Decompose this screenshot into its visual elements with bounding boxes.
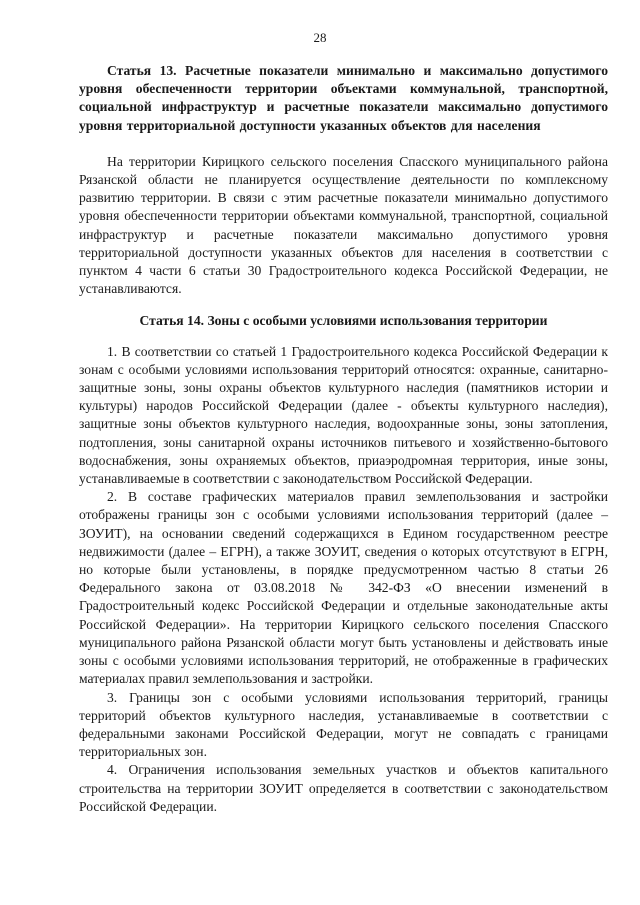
page-number: 28 bbox=[313, 30, 327, 45]
article-14-paragraph-1: 1. В соответствии со статьей 1 Градостроительного кодекса Российской Федерации к зонам с особыми условиями использования территорий относятся: охранные, санитарно-защитные зоны, зоны охраны объектов культурного наследия (памятников истории и культуры) народов Российской Федерации (далее - объекты культурного наследия), защитные зоны объектов культурного наследия, водоохранные зоны, зоны затопления, подтопления, зоны санитарной охраны источников питьевого и хозяйственно-бытового водоснабжения, зоны охраняемых объектов, приаэродромная территория, иные зоны, устанавливаемые в соответствии с законодательством Российской Федерации. bbox=[79, 343, 608, 487]
article-14-paragraph-3: 3. Границы зон с особыми условиями использования территорий, границы территорий объектов культурного наследия, устанавливаемые в соответствии с федеральными законами Российской Федерации, могут не совпадать с границами территориальных зон. bbox=[79, 689, 608, 760]
article-14-paragraph-4: 4. Ограничения использования земельных участков и объектов капитального строительства на территории ЗОУИТ определяется в соответствии с законодательством Российской Федерации. bbox=[79, 762, 608, 814]
article-13-heading: Статья 13. Расчетные показатели минимально и максимально допустимого уровня обеспеченности территории объектами коммунальной, транспортной, социальной инфраструктур и расчетные показатели максимально допустимого уровня территориальной доступности указанных объектов для населения bbox=[79, 63, 608, 133]
article-13-paragraph: На территории Кирицкого сельского поселения Спасского муниципального района Рязанской области не планируется осуществление деятельности по комплексному развитию территории. В связи с этим расчетные показатели минимально допустимого уровня обеспеченности территории объектами коммунальной, транспортной, социальной инфраструктур и расчетные показатели максимально допустимого уровня территориальной доступности указанных объектов для населения в соответствии с пунктом 4 части 6 статьи 30 Градостроительного кодекса Российской Федерации, не устанавливаются. bbox=[79, 153, 608, 297]
article-14-heading: Статья 14. Зоны с особыми условиями использования территории bbox=[139, 313, 548, 329]
article-14-paragraph-2: 2. В составе графических материалов правил землепользования и застройки отображены границы зон с особыми условиями использования территорий (далее – ЗОУИТ), на основании сведений содержащихся в Едином государственном реестре недвижимости (далее – ЕГРН), а также ЗОУИТ, сведения о которых отсутствуют в ЕГРН, но которые были установлены, в порядке предусмотренном частью 8 статьи 26 Федерального закона от 03.08.2018 № 342-ФЗ «О внесении изменений в Градостроительный кодекс Российской Федерации и отдельные законодательные акты Российской Федерации». На территории Кирицкого сельского поселения Спасского муниципального района Рязанской области могут быть установлены и действовать иные зоны с особыми условиями использования территорий, не отображенные в графических материалах правил землепользования и застройки. bbox=[79, 489, 608, 687]
page-content bbox=[79, 62, 608, 816]
